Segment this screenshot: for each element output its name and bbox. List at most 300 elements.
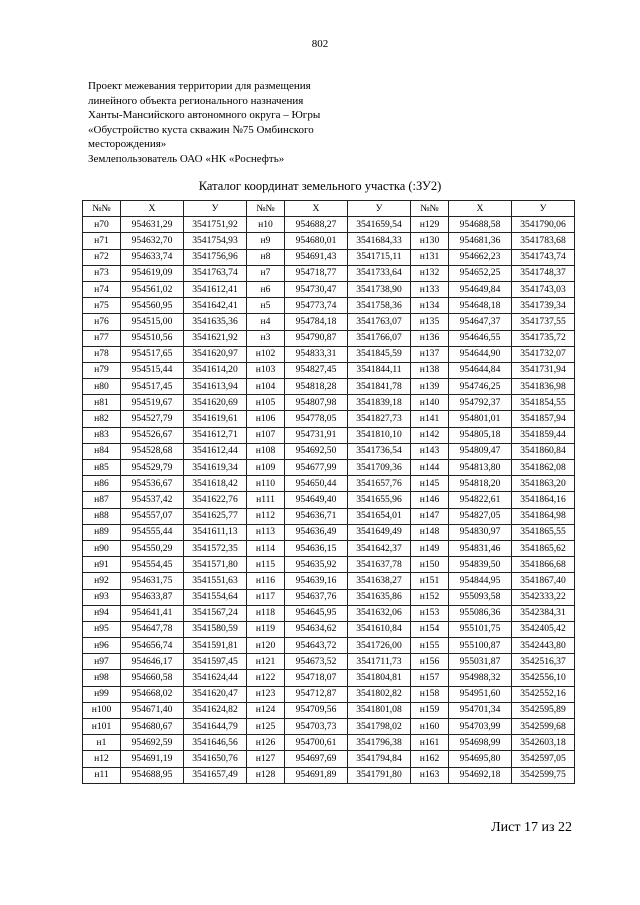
table-cell: 954822,61 xyxy=(449,492,512,508)
table-cell: 954746,25 xyxy=(449,379,512,395)
table-cell: н150 xyxy=(411,557,449,573)
table-cell: 954805,18 xyxy=(449,427,512,443)
table-cell: 3541646,56 xyxy=(184,735,247,751)
table-cell: 3542556,10 xyxy=(512,670,575,686)
table-cell: 3541611,13 xyxy=(184,524,247,540)
table-cell: н112 xyxy=(247,508,285,524)
table-cell: 3541802,82 xyxy=(348,686,411,702)
table-cell: 3541810,10 xyxy=(348,427,411,443)
table-row xyxy=(83,443,575,459)
table-cell: н155 xyxy=(411,638,449,654)
table-row xyxy=(83,427,575,443)
table-cell: 3541624,82 xyxy=(184,702,247,718)
table-cell: 3541644,79 xyxy=(184,719,247,735)
table-cell: 954698,99 xyxy=(449,735,512,751)
table-cell: н97 xyxy=(83,654,121,670)
table-cell: 3541711,73 xyxy=(348,654,411,670)
table-row xyxy=(83,573,575,589)
table-cell: 3541613,94 xyxy=(184,379,247,395)
table-cell: н93 xyxy=(83,589,121,605)
table-cell: н9 xyxy=(247,233,285,249)
table-cell: 954637,76 xyxy=(285,589,348,605)
table-cell: 3541655,96 xyxy=(348,492,411,508)
table-cell: 3541738,90 xyxy=(348,281,411,297)
column-header: №№ xyxy=(411,201,449,217)
table-cell: 954639,16 xyxy=(285,573,348,589)
table-cell: 3541860,84 xyxy=(512,443,575,459)
table-cell: 3541748,37 xyxy=(512,265,575,281)
table-cell: 3541715,11 xyxy=(348,249,411,265)
table-cell: 954649,84 xyxy=(449,281,512,297)
table-cell: н7 xyxy=(247,265,285,281)
table-cell: н139 xyxy=(411,379,449,395)
table-row xyxy=(83,379,575,395)
table-cell: 954646,17 xyxy=(121,654,184,670)
table-cell: 955101,75 xyxy=(449,621,512,637)
table-cell: 954703,73 xyxy=(285,719,348,735)
table-cell: 3541864,98 xyxy=(512,508,575,524)
table-cell: 3542443,80 xyxy=(512,638,575,654)
table-cell: н77 xyxy=(83,330,121,346)
table-cell: 3541743,74 xyxy=(512,249,575,265)
table-cell: 3541763,07 xyxy=(348,314,411,330)
table-row xyxy=(83,524,575,540)
table-cell: 954636,71 xyxy=(285,508,348,524)
table-cell: 954619,09 xyxy=(121,265,184,281)
table-cell: 954528,68 xyxy=(121,443,184,459)
table-cell: 954641,41 xyxy=(121,605,184,621)
table-cell: 3542595,89 xyxy=(512,702,575,718)
table-cell: 3541845,59 xyxy=(348,346,411,362)
table-cell: 954644,84 xyxy=(449,362,512,378)
table-cell: н152 xyxy=(411,589,449,605)
table-cell: 3541554,64 xyxy=(184,589,247,605)
table-cell: 954697,69 xyxy=(285,751,348,767)
table-cell: 954688,27 xyxy=(285,217,348,233)
table-cell: 3541836,98 xyxy=(512,379,575,395)
table-cell: 3541841,78 xyxy=(348,379,411,395)
table-cell: н127 xyxy=(247,751,285,767)
table-cell: 955031,87 xyxy=(449,654,512,670)
header-line: линейного объекта регионального назначения xyxy=(88,94,304,107)
table-cell: 3541865,62 xyxy=(512,540,575,556)
table-row xyxy=(83,233,575,249)
table-cell: н70 xyxy=(83,217,121,233)
table-cell: 3541612,44 xyxy=(184,443,247,459)
table-cell: н119 xyxy=(247,621,285,637)
table-row xyxy=(83,686,575,702)
table-row xyxy=(83,281,575,297)
table-cell: 3542599,68 xyxy=(512,719,575,735)
table-body xyxy=(83,217,575,784)
table-cell: 3541854,55 xyxy=(512,395,575,411)
table-cell: 3542599,75 xyxy=(512,767,575,783)
table-cell: 3541649,49 xyxy=(348,524,411,540)
table-cell: 955100,87 xyxy=(449,638,512,654)
table-cell: 3542333,22 xyxy=(512,589,575,605)
table-row xyxy=(83,249,575,265)
table-cell: н142 xyxy=(411,427,449,443)
table-row xyxy=(83,621,575,637)
table-cell: н108 xyxy=(247,443,285,459)
table-row xyxy=(83,605,575,621)
table-cell: н109 xyxy=(247,460,285,476)
table-cell: 954668,02 xyxy=(121,686,184,702)
table-cell: 3541572,35 xyxy=(184,540,247,556)
table-cell: 3541620,47 xyxy=(184,686,247,702)
table-cell: н5 xyxy=(247,298,285,314)
table-cell: 954633,87 xyxy=(121,589,184,605)
table-cell: н160 xyxy=(411,719,449,735)
table-cell: 954677,99 xyxy=(285,460,348,476)
table-cell: 3541684,33 xyxy=(348,233,411,249)
table-cell: 3541610,84 xyxy=(348,621,411,637)
table-cell: 3541618,42 xyxy=(184,476,247,492)
table-cell: 3541827,73 xyxy=(348,411,411,427)
table-cell: н98 xyxy=(83,670,121,686)
table-row xyxy=(83,540,575,556)
table-cell: н136 xyxy=(411,330,449,346)
table-cell: н135 xyxy=(411,314,449,330)
table-cell: н132 xyxy=(411,265,449,281)
table-cell: 954515,44 xyxy=(121,362,184,378)
table-cell: 954801,01 xyxy=(449,411,512,427)
table-cell: 954650,44 xyxy=(285,476,348,492)
table-cell: 954709,56 xyxy=(285,702,348,718)
table-cell: 954680,01 xyxy=(285,233,348,249)
table-cell: н99 xyxy=(83,686,121,702)
table-cell: 954731,91 xyxy=(285,427,348,443)
table-cell: 3541624,44 xyxy=(184,670,247,686)
table-cell: 954695,80 xyxy=(449,751,512,767)
table-cell: 954526,67 xyxy=(121,427,184,443)
table-cell: н120 xyxy=(247,638,285,654)
table-cell: н144 xyxy=(411,460,449,476)
table-cell: 954631,29 xyxy=(121,217,184,233)
table-cell: 954688,95 xyxy=(121,767,184,783)
table-cell: н126 xyxy=(247,735,285,751)
table-cell: 3541709,36 xyxy=(348,460,411,476)
column-header: У xyxy=(348,201,411,217)
table-cell: н89 xyxy=(83,524,121,540)
table-cell: н78 xyxy=(83,346,121,362)
header-line: Ханты-Мансийского автономного округа – Югры xyxy=(88,109,321,121)
header-line: месторождения» xyxy=(88,138,167,150)
table-cell: 954645,95 xyxy=(285,605,348,621)
table-cell: 954818,28 xyxy=(285,379,348,395)
table-cell: 3541591,81 xyxy=(184,638,247,654)
table-cell: н6 xyxy=(247,281,285,297)
table-cell: 954692,50 xyxy=(285,443,348,459)
coordinates-table xyxy=(82,200,575,784)
table-cell: 3541791,80 xyxy=(348,767,411,783)
table-cell: н101 xyxy=(83,719,121,735)
table-row xyxy=(83,460,575,476)
table-cell: 3541580,59 xyxy=(184,621,247,637)
table-cell: н146 xyxy=(411,492,449,508)
table-cell: 3542384,31 xyxy=(512,605,575,621)
table-cell: н114 xyxy=(247,540,285,556)
table-cell: н161 xyxy=(411,735,449,751)
table-cell: н86 xyxy=(83,476,121,492)
table-row xyxy=(83,298,575,314)
table-cell: 954634,62 xyxy=(285,621,348,637)
table-row xyxy=(83,654,575,670)
table-cell: 955093,58 xyxy=(449,589,512,605)
table-cell: 954813,80 xyxy=(449,460,512,476)
table-cell: 3541804,81 xyxy=(348,670,411,686)
table-cell: 3541612,71 xyxy=(184,427,247,443)
table-cell: н133 xyxy=(411,281,449,297)
table-row xyxy=(83,670,575,686)
table-cell: 954560,95 xyxy=(121,298,184,314)
table-cell: 954807,98 xyxy=(285,395,348,411)
column-header: У xyxy=(512,201,575,217)
table-cell: 954555,44 xyxy=(121,524,184,540)
table-cell: 954554,45 xyxy=(121,557,184,573)
table-cell: 954510,56 xyxy=(121,330,184,346)
table-cell: н138 xyxy=(411,362,449,378)
table-cell: н149 xyxy=(411,540,449,556)
table-cell: н76 xyxy=(83,314,121,330)
table-cell: н110 xyxy=(247,476,285,492)
table-cell: 3542516,37 xyxy=(512,654,575,670)
table-cell: н79 xyxy=(83,362,121,378)
table-cell: 954988,32 xyxy=(449,670,512,686)
table-cell: 954692,18 xyxy=(449,767,512,783)
table-cell: 954631,75 xyxy=(121,573,184,589)
table-cell: 3541642,37 xyxy=(348,540,411,556)
table-cell: 3541865,55 xyxy=(512,524,575,540)
table-cell: 954647,37 xyxy=(449,314,512,330)
table-cell: 954662,23 xyxy=(449,249,512,265)
table-cell: н80 xyxy=(83,379,121,395)
table-cell: 954529,79 xyxy=(121,460,184,476)
table-row xyxy=(83,767,575,783)
table-cell: н100 xyxy=(83,702,121,718)
table-cell: н115 xyxy=(247,557,285,573)
table-cell: н91 xyxy=(83,557,121,573)
table-cell: н105 xyxy=(247,395,285,411)
table-cell: 3541657,49 xyxy=(184,767,247,783)
table-row xyxy=(83,411,575,427)
table-row xyxy=(83,314,575,330)
table-cell: н128 xyxy=(247,767,285,783)
table-cell: 3541756,96 xyxy=(184,249,247,265)
table-cell: 954519,67 xyxy=(121,395,184,411)
table-cell: н148 xyxy=(411,524,449,540)
table-cell: н117 xyxy=(247,589,285,605)
header-line: Землепользователь ОАО «НК «Роснефть» xyxy=(88,152,285,165)
table-cell: 954730,47 xyxy=(285,281,348,297)
table-row xyxy=(83,265,575,281)
table-cell: 954833,31 xyxy=(285,346,348,362)
table-row xyxy=(83,346,575,362)
table-cell: 3541867,40 xyxy=(512,573,575,589)
table-cell: н162 xyxy=(411,751,449,767)
table-cell: 954515,00 xyxy=(121,314,184,330)
table-cell: 954561,02 xyxy=(121,281,184,297)
table-cell: 3541654,01 xyxy=(348,508,411,524)
table-cell: 954647,78 xyxy=(121,621,184,637)
table-cell: н153 xyxy=(411,605,449,621)
table-cell: 954784,18 xyxy=(285,314,348,330)
table-cell: 954646,55 xyxy=(449,330,512,346)
table-cell: 3542552,16 xyxy=(512,686,575,702)
table-cell: 954517,65 xyxy=(121,346,184,362)
header-line: «Обустройство куста скважин №75 Омбинского xyxy=(88,123,314,136)
table-cell: 3541732,07 xyxy=(512,346,575,362)
table-cell: 954527,79 xyxy=(121,411,184,427)
table-cell: 954827,45 xyxy=(285,362,348,378)
table-header-row xyxy=(83,201,575,217)
table-cell: н151 xyxy=(411,573,449,589)
table-cell: 3541743,03 xyxy=(512,281,575,297)
table-cell: н121 xyxy=(247,654,285,670)
table-cell: 954691,43 xyxy=(285,249,348,265)
table-cell: 3541597,45 xyxy=(184,654,247,670)
table-row xyxy=(83,719,575,735)
table-cell: 3541567,24 xyxy=(184,605,247,621)
table-cell: н71 xyxy=(83,233,121,249)
table-cell: 3541619,34 xyxy=(184,460,247,476)
table-cell: 3541864,16 xyxy=(512,492,575,508)
table-cell: 954536,67 xyxy=(121,476,184,492)
table-cell: н111 xyxy=(247,492,285,508)
table-cell: 954550,29 xyxy=(121,540,184,556)
table-cell: 954839,50 xyxy=(449,557,512,573)
table-row xyxy=(83,735,575,751)
table-row xyxy=(83,589,575,605)
column-header: У xyxy=(184,201,247,217)
table-cell: н140 xyxy=(411,395,449,411)
table-cell: 3541758,36 xyxy=(348,298,411,314)
table-cell: н158 xyxy=(411,686,449,702)
table-cell: 3541731,94 xyxy=(512,362,575,378)
table-cell: 3541637,78 xyxy=(348,557,411,573)
table-cell: н154 xyxy=(411,621,449,637)
table-row xyxy=(83,492,575,508)
sheet-number: Лист 17 из 22 xyxy=(491,820,572,835)
table-cell: н87 xyxy=(83,492,121,508)
table-cell: н118 xyxy=(247,605,285,621)
table-cell: 954830,97 xyxy=(449,524,512,540)
table-cell: 954718,07 xyxy=(285,670,348,686)
table-cell: н113 xyxy=(247,524,285,540)
table-cell: 3541783,68 xyxy=(512,233,575,249)
table-cell: н4 xyxy=(247,314,285,330)
table-cell: 3541621,92 xyxy=(184,330,247,346)
table-cell: н1 xyxy=(83,735,121,751)
table-cell: 954635,92 xyxy=(285,557,348,573)
table-cell: 3541763,74 xyxy=(184,265,247,281)
table-cell: н159 xyxy=(411,702,449,718)
table-cell: 3541551,63 xyxy=(184,573,247,589)
table-cell: н3 xyxy=(247,330,285,346)
table-row xyxy=(83,702,575,718)
column-header: №№ xyxy=(247,201,285,217)
table-cell: 3541862,08 xyxy=(512,460,575,476)
table-cell: 954632,70 xyxy=(121,233,184,249)
table-cell: 3541754,93 xyxy=(184,233,247,249)
table-cell: н95 xyxy=(83,621,121,637)
table-cell: н85 xyxy=(83,460,121,476)
column-header: X xyxy=(121,201,184,217)
table-cell: 954701,34 xyxy=(449,702,512,718)
table-cell: 954656,74 xyxy=(121,638,184,654)
table-row xyxy=(83,557,575,573)
table-cell: н122 xyxy=(247,670,285,686)
table-cell: 954636,15 xyxy=(285,540,348,556)
table-cell: 3541866,68 xyxy=(512,557,575,573)
table-cell: н145 xyxy=(411,476,449,492)
table-cell: н103 xyxy=(247,362,285,378)
table-cell: 3541726,00 xyxy=(348,638,411,654)
table-cell: 3541614,20 xyxy=(184,362,247,378)
table-cell: н137 xyxy=(411,346,449,362)
table-cell: 954951,60 xyxy=(449,686,512,702)
table-row xyxy=(83,217,575,233)
header-line: Проект межевания территории для размещения xyxy=(88,80,311,92)
table-cell: 954691,19 xyxy=(121,751,184,767)
table-cell: н12 xyxy=(83,751,121,767)
table-cell: 954633,74 xyxy=(121,249,184,265)
table-cell: н123 xyxy=(247,686,285,702)
table-cell: 954827,05 xyxy=(449,508,512,524)
table-cell: 954692,59 xyxy=(121,735,184,751)
table-cell: 3541619,61 xyxy=(184,411,247,427)
table-cell: 954673,52 xyxy=(285,654,348,670)
table-cell: н90 xyxy=(83,540,121,556)
column-header: X xyxy=(449,201,512,217)
table-cell: н72 xyxy=(83,249,121,265)
table-cell: н10 xyxy=(247,217,285,233)
table-cell: н131 xyxy=(411,249,449,265)
table-cell: н102 xyxy=(247,346,285,362)
table-cell: 3541635,86 xyxy=(348,589,411,605)
table-cell: 954660,58 xyxy=(121,670,184,686)
table-cell: 3541733,64 xyxy=(348,265,411,281)
table-cell: 3541859,44 xyxy=(512,427,575,443)
table-cell: 3541622,76 xyxy=(184,492,247,508)
table-cell: 3541790,06 xyxy=(512,217,575,233)
table-row xyxy=(83,330,575,346)
table-cell: н156 xyxy=(411,654,449,670)
table-cell: 3541650,76 xyxy=(184,751,247,767)
table-cell: н130 xyxy=(411,233,449,249)
table-cell: н11 xyxy=(83,767,121,783)
table-cell: 954671,40 xyxy=(121,702,184,718)
table-cell: н134 xyxy=(411,298,449,314)
table-cell: 954680,67 xyxy=(121,719,184,735)
table-cell: 954681,36 xyxy=(449,233,512,249)
table-cell: 954831,46 xyxy=(449,540,512,556)
table-cell: 3541751,92 xyxy=(184,217,247,233)
table-cell: 954691,89 xyxy=(285,767,348,783)
table-cell: н75 xyxy=(83,298,121,314)
table-cell: 954809,47 xyxy=(449,443,512,459)
table-cell: 3541642,41 xyxy=(184,298,247,314)
table-cell: н94 xyxy=(83,605,121,621)
table-cell: н82 xyxy=(83,411,121,427)
table-cell: 954643,72 xyxy=(285,638,348,654)
table-cell: 954718,77 xyxy=(285,265,348,281)
table-cell: н92 xyxy=(83,573,121,589)
table-cell: 954773,74 xyxy=(285,298,348,314)
table-cell: 3541638,27 xyxy=(348,573,411,589)
table-row xyxy=(83,508,575,524)
table-cell: 954712,87 xyxy=(285,686,348,702)
